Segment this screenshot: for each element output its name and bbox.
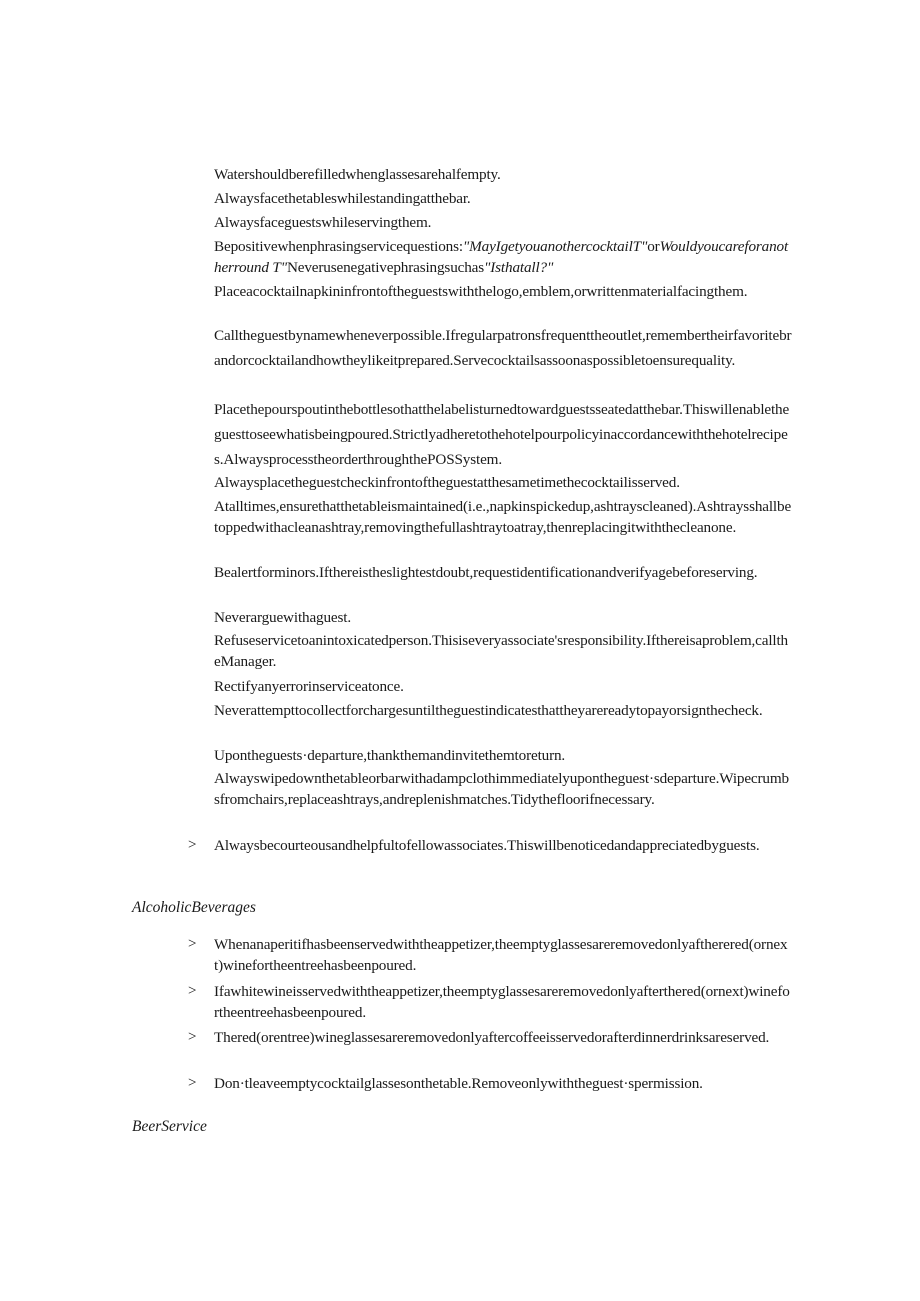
bullet-collect-charges: Neverattempttocollectforchargesuntiltheguestindicatesthattheyarereadytopayorsignthecheck. <box>214 702 763 719</box>
bullet-be-courteous: Alwaysbecourteousandhelpfultofellowassociates.Thiswillbenoticedandappreciatedbyguests. <box>214 837 760 854</box>
bullet-table-maintained: Atalltimes,ensurethatthetableismaintained(i.e.,napkinspickedup,ashtrayscleaned).Ashtraysshallbetoppedwithacleanashtray,removingthefullashtraytoatray,thenreplacingitwiththecleanone. <box>214 498 792 536</box>
bullet-face-tables: Alwaysfacethetableswhilestandingatthebar. <box>214 190 471 207</box>
negative-example: "Isthatall?" <box>484 259 554 276</box>
bullet-marker: > <box>188 1029 197 1045</box>
alcohol-item-empty-glasses: Don·tleaveemptycocktailglassesonthetable.Removeonlywiththeguest·spermission. <box>214 1075 703 1092</box>
bullet-never-argue: Neverarguewithaguest. <box>214 609 352 626</box>
bullet-cocktail-napkin: Placeacocktailnapkininfrontoftheguestswiththelogo,emblem,orwrittenmaterialfacingthem. <box>214 283 748 300</box>
positive-lead-text: Bepositivewhenphrasingservicequestions: <box>214 238 463 255</box>
bullet-wipe-table: Alwayswipedownthetableorbarwithadampclothimmediatelyupontheguest·sdeparture.Wipecrumbsfromchairs,replaceashtrays,andreplenishmatches.Tidythefloorifnecessary. <box>214 770 789 808</box>
bullet-marker: > <box>188 1075 197 1091</box>
section-heading-alcoholic-beverages: AlcoholicBeverages <box>132 899 256 916</box>
bullet-water-refill: Watershouldberefilledwhenglassesarehalfempty. <box>214 166 501 183</box>
bullet-marker: > <box>188 837 197 853</box>
bullet-thank-guests: Upontheguests·departure,thankthemandinvitethemtoreturn. <box>214 747 566 764</box>
section-heading-beer-service: BeerService <box>132 1118 207 1135</box>
positive-example-one: "MayIgetyouanothercocktailT" <box>462 238 648 255</box>
bullet-refuse-service: Refuseservicetoanintoxicatedperson.Thisiseveryassociate'sresponsibility.Ifthereisaproblem,calltheManager. <box>214 632 788 670</box>
alcohol-item-aperitif: Whenanaperitifhasbeenservedwiththeappetizer,theemptyglassesareremovedonlyaftherered(ornext)winefortheentreehasbeenpoured. <box>214 936 788 974</box>
bullet-pour-spout: Placethepourspoutinthebottlesothatthelabelisturnedtowardguestsseatedatthebar.Thiswillenabletheguesttoseewhatisbeingpoured.Strictlyadheretothehotelpourpolicyinaccordancewiththehotelrecipes.AlwaysprocesstheorderthroughthePOSSystem. <box>214 401 790 468</box>
bullet-rectify-error: Rectifyanyerrorinserviceatonce. <box>214 678 404 695</box>
positive-or-text: or <box>647 238 660 255</box>
bullet-guest-check: Alwaysplacetheguestcheckinfrontoftheguestatthesametimethecocktailisserved. <box>214 474 680 491</box>
alcohol-item-white-wine: Ifawhitewineisservedwiththeappetizer,theemptyglassesareremovedonlyafterthered(ornext)winefortheentreehasbeenpoured. <box>214 983 790 1021</box>
bullet-marker: > <box>188 983 197 999</box>
bullet-minors: Bealertforminors.Ifthereistheslightestdoubt,requestidentificationandverifyagebeforeserving. <box>214 564 758 581</box>
bullet-marker: > <box>188 936 197 952</box>
bullet-face-guests: Alwaysfaceguestswhileservingthem. <box>214 214 432 231</box>
bullet-positive-phrasing <box>214 236 792 278</box>
bullet-guest-name: Calltheguestbynamewheneverpossible.Ifregularpatronsfrequenttheoutlet,remembertheirfavoritebrandorcocktailandhowtheylikeitprepared.Servecocktailsassoonaspossibletoensurequality. <box>214 327 792 369</box>
alcohol-item-red-wine: Thered(orentree)wineglassesareremovedonlyaftercoffeeisservedorafterdinnerdrinksareserved. <box>214 1029 770 1046</box>
positive-rest-text: Neverusenegativephrasingsuchas <box>286 259 485 276</box>
positive-example-two: Wouldyoucareforanotherround T" <box>214 238 789 276</box>
